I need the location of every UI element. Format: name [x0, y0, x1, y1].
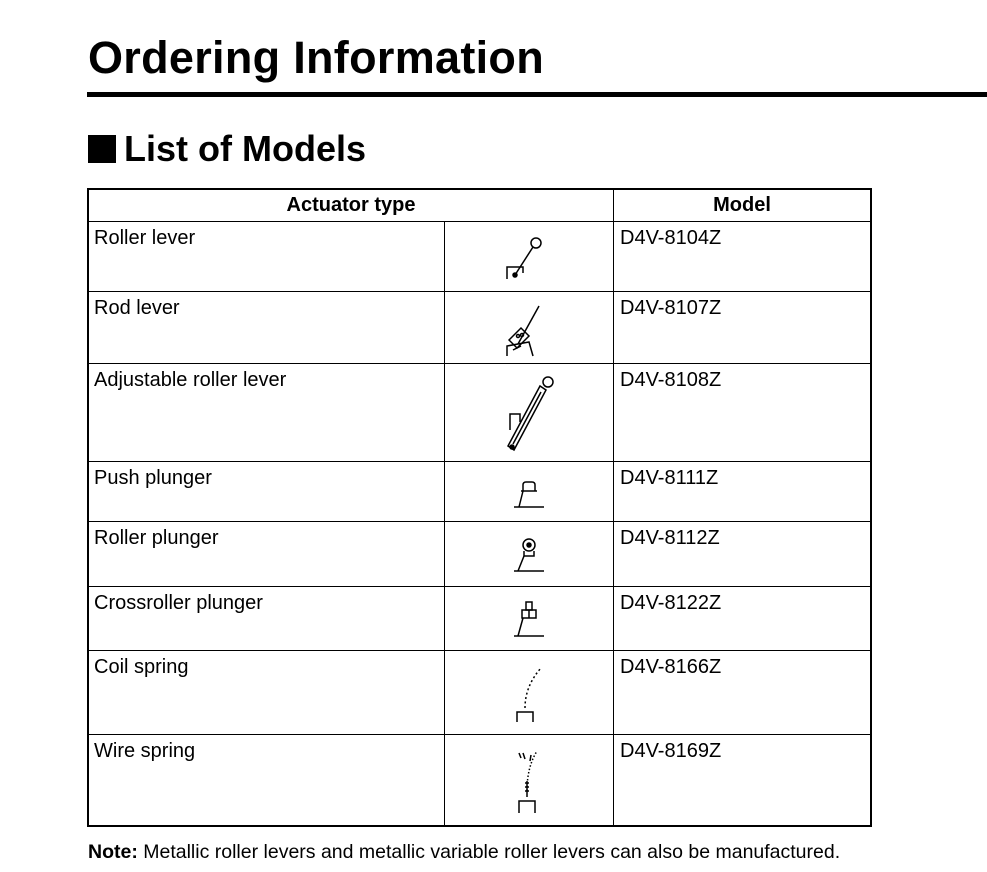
table-row: [88, 651, 871, 735]
roller-lever-icon: [499, 229, 559, 285]
actuator-type-cell: Push plunger: [88, 462, 445, 522]
coil-spring-icon: [501, 658, 557, 728]
model-cell: D4V-8166Z: [614, 651, 872, 735]
square-bullet-icon: [88, 135, 116, 163]
actuator-type-cell: Wire spring: [88, 735, 445, 826]
rod-lever-icon: [499, 298, 559, 358]
actuator-type-cell: Crossroller plunger: [88, 587, 445, 651]
actuator-type-cell: Roller plunger: [88, 522, 445, 587]
table-row: [88, 735, 871, 826]
model-cell: D4V-8112Z: [614, 522, 872, 587]
crossroller-plunger-icon: [504, 594, 554, 644]
model-cell: D4V-8108Z: [614, 364, 872, 462]
table-row: [88, 587, 871, 651]
model-cell: D4V-8104Z: [614, 222, 872, 292]
table-row: [88, 364, 871, 462]
note-label: Note:: [88, 841, 138, 863]
section-heading: [88, 126, 366, 172]
wire-spring-icon: [501, 741, 557, 819]
push-plunger-icon: [504, 469, 554, 515]
roller-plunger-icon: [504, 529, 554, 579]
table-row: [88, 292, 871, 364]
note-text: Metallic roller levers and metallic variable roller levers can also be manufactured.: [137, 841, 841, 863]
table-row: [88, 522, 871, 587]
models-table: [87, 188, 872, 827]
adjustable-roller-lever-icon: [496, 370, 562, 456]
title-divider: [87, 92, 987, 97]
table-header-row: [88, 189, 871, 222]
model-cell: D4V-8122Z: [614, 587, 872, 651]
model-cell: D4V-8111Z: [614, 462, 872, 522]
header-actuator-type: Actuator type: [88, 189, 614, 222]
section-heading-text: List of Models: [124, 128, 366, 169]
model-cell: D4V-8107Z: [614, 292, 872, 364]
actuator-type-cell: Rod lever: [88, 292, 445, 364]
footnote: [88, 841, 840, 864]
table-row: [88, 462, 871, 522]
table-row: [88, 222, 871, 292]
model-cell: D4V-8169Z: [614, 735, 872, 826]
page-title: Ordering Information: [88, 32, 544, 83]
actuator-type-cell: Coil spring: [88, 651, 445, 735]
actuator-type-cell: Roller lever: [88, 222, 445, 292]
actuator-type-cell: Adjustable roller lever: [88, 364, 445, 462]
header-model: Model: [614, 189, 872, 222]
